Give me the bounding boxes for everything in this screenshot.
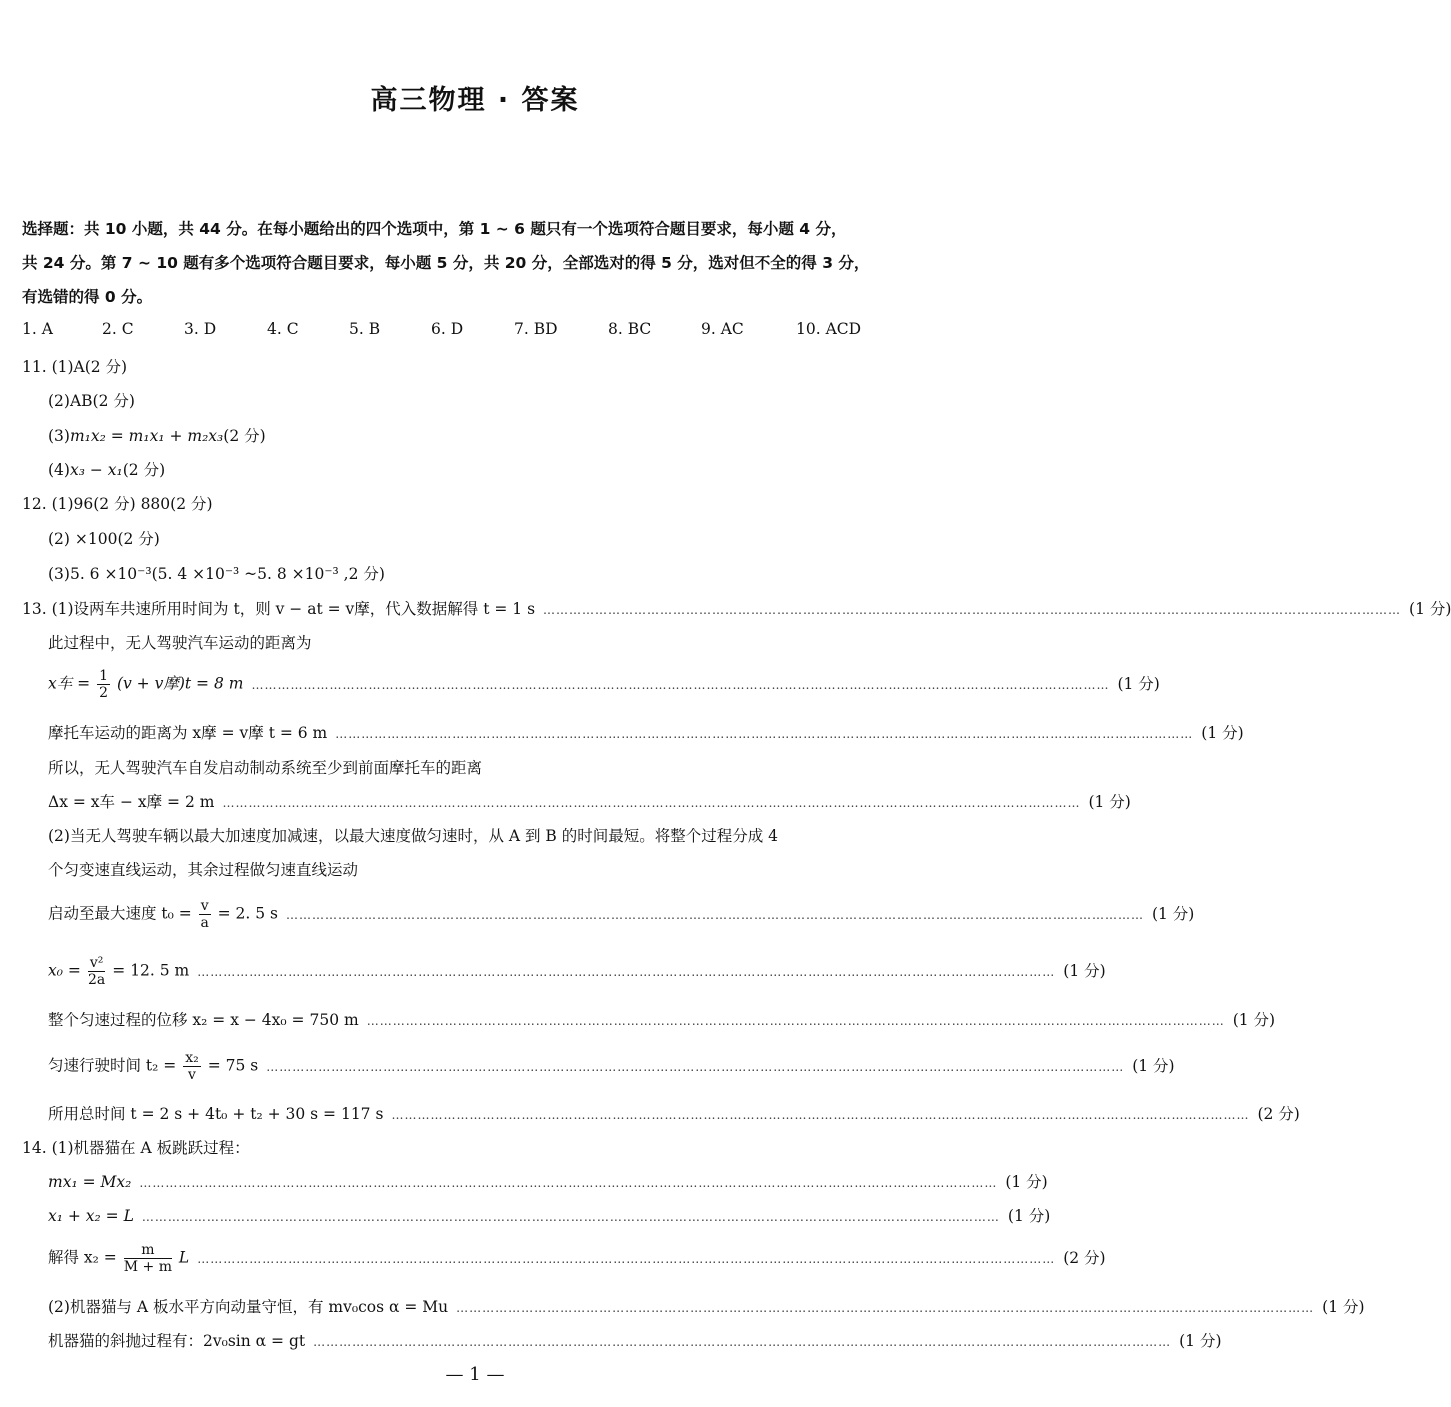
q11-part3-prefix: (3) [48, 427, 70, 445]
q13-line-6-text: Δx = x车 − x摩 = 2 m [48, 793, 215, 811]
score-points: (1 分) [1179, 1332, 1222, 1350]
q13-line-12-suffix: = 75 s [207, 1056, 259, 1075]
q14-line-4 [48, 1295, 1365, 1317]
score-points: (1 分) [1322, 1298, 1365, 1316]
page-title: 高三物理 · 答案 [370, 85, 580, 116]
q13-line-13-text: 所用总时间 t = 2 s + 4t₀ + t₂ + 30 s = 117 s [48, 1105, 384, 1123]
score-points: (1 分) [1201, 724, 1244, 742]
leader-dots: ……………………………………………………………………………………………………………………………………………………………………………… [139, 1176, 998, 1190]
q13-line-1 [22, 597, 1451, 619]
answer-item: 2. C [102, 320, 134, 338]
q13-line-3-lhs: x车 = [48, 674, 91, 693]
answer-item: 9. AC [701, 320, 744, 338]
q13-line-3-text: (v + v摩)t = 8 m [116, 674, 244, 693]
leader-dots: ……………………………………………………………………………………………………………………………………………………………………………… [197, 964, 1056, 979]
q14-line-4-text: (2)机器猫与 A 板水平方向动量守恒，有 mv₀cos α = Mu [48, 1298, 449, 1316]
q13-line-10-suffix: = 12. 5 m [112, 961, 190, 980]
q14-line-5 [48, 1329, 1222, 1351]
q13-line-6 [48, 790, 1131, 812]
answer-item: 8. BC [608, 320, 652, 338]
q14-line-3-suffix: L [178, 1248, 190, 1267]
q13-line-8: 个匀变速直线运动，其余过程做匀速直线运动 [48, 861, 359, 879]
leader-dots: ……………………………………………………………………………………………………………………………………………………………………………… [141, 1210, 1000, 1224]
q13-line-5: 所以，无人驾驶汽车自发启动制动系统至少到前面摩托车的距离 [48, 759, 483, 777]
fraction-numerator: v [200, 898, 209, 914]
q13-line-9 [48, 898, 1195, 931]
q13-line-10-prefix: x₀ = [48, 961, 81, 980]
score-points: (1 分) [1063, 961, 1106, 980]
page-number: — 1 — [445, 1364, 505, 1385]
score-points: (2 分) [1257, 1105, 1300, 1123]
q11-part4-formula: x₃ − x₁ [69, 461, 123, 479]
q11-part3-formula: m₁x₂ = m₁x₁ + m₂x₃ [69, 427, 224, 445]
q14-line-1-text: mx₁ = Mx₂ [48, 1173, 132, 1191]
score-points: (1 分) [1151, 904, 1195, 923]
score-points: (1 分) [1007, 1207, 1051, 1225]
q14-line-3-prefix: 解得 x₂ = [48, 1248, 117, 1267]
fraction-denominator: 2a [87, 972, 106, 988]
q13-line-12 [48, 1050, 1175, 1083]
q14-line-5-text: 机器猫的斜抛过程有：2v₀sin α = gt [48, 1332, 306, 1350]
score-points: (1 分) [1088, 793, 1131, 811]
q12-part1: 12. (1)96(2 分) 880(2 分) [22, 495, 213, 513]
q11-part4-prefix: (4) [48, 461, 70, 479]
q14-line-2-text: x₁ + x₂ = L [48, 1207, 134, 1225]
q14-line-1 [48, 1170, 1048, 1192]
leader-dots: ……………………………………………………………………………………………………………………………………………………………………………… [313, 1335, 1172, 1349]
fraction-v2-over-2a [88, 955, 106, 988]
q13-line-9-suffix: = 2. 5 s [217, 904, 278, 923]
leader-dots: ……………………………………………………………………………………………………………………………………………………………………………… [222, 796, 1081, 810]
q14-line-3 [48, 1242, 1106, 1275]
leader-dots: ……………………………………………………………………………………………………………………………………………………………………………… [456, 1301, 1315, 1315]
leader-dots: ……………………………………………………………………………………………………………………………………………………………………………… [266, 1059, 1125, 1074]
q12-part2: (2) ×100(2 分) [48, 530, 160, 548]
fraction-half [97, 668, 110, 701]
fraction-denominator: v [188, 1067, 196, 1083]
q13-line-1-text: 13. (1)设两车共速所用时间为 t，则 v − at = v摩，代入数据解得 t = 1 s [22, 600, 536, 618]
fraction-x2-over-v [183, 1050, 201, 1083]
score-points: (1 分) [1232, 1011, 1276, 1029]
q13-line-7: (2)当无人驾驶车辆以最大加速度加减速，以最大速度做匀速时，从 A 到 B 的时间最短。将整个过程分成 4 [48, 827, 779, 845]
score-points: (1 分) [1132, 1056, 1175, 1075]
leader-dots: ……………………………………………………………………………………………………………………………………………………………………………… [285, 907, 1144, 922]
leader-dots: ……………………………………………………………………………………………………………………………………………………………………………… [335, 727, 1194, 741]
q12-part3: (3)5. 6 ×10⁻³(5. 4 ×10⁻³ ~5. 8 ×10⁻³ ,2 分) [48, 565, 385, 583]
q14-part1: 14. (1)机器猫在 A 板跳跃过程： [22, 1139, 250, 1157]
q13-line-4 [48, 721, 1244, 743]
q13-line-12-prefix: 匀速行驶时间 t₂ = [48, 1056, 177, 1075]
intro-line-3: 有选错的得 0 分。 [22, 288, 153, 306]
fraction-numerator: v² [89, 955, 104, 971]
score-points: (1 分) [1005, 1173, 1048, 1191]
q11-part4-suffix: (2 分) [122, 461, 166, 479]
fraction-numerator: 1 [99, 668, 109, 684]
answer-item: 1. A [22, 320, 53, 338]
q13-line-9-prefix: 启动至最大速度 t₀ = [48, 904, 192, 923]
q11-part2: (2)AB(2 分) [48, 392, 135, 410]
q13-line-13 [48, 1102, 1300, 1124]
answer-item: 4. C [267, 320, 299, 338]
q13-line-11 [48, 1008, 1276, 1030]
score-points: (2 分) [1063, 1248, 1106, 1267]
fraction-denominator: a [200, 915, 209, 931]
score-points: (1 分) [1409, 600, 1451, 618]
fraction-denominator: 2 [99, 685, 109, 701]
answer-item: 10. ACD [796, 320, 862, 338]
fraction-numerator: m [124, 1242, 172, 1259]
leader-dots: ……………………………………………………………………………………………………………………………………………………………………………… [366, 1014, 1225, 1028]
leader-dots: ……………………………………………………………………………………………………………………………………………………………………………… [543, 603, 1402, 617]
fraction-numerator: x₂ [185, 1050, 199, 1066]
q11-part1: 11. (1)A(2 分) [22, 358, 128, 376]
answer-item: 7. BD [514, 320, 558, 338]
answer-item: 3. D [184, 320, 217, 338]
q13-line-4-text: 摩托车运动的距离为 x摩 = v摩 t = 6 m [48, 724, 328, 742]
fraction-m-over-Mm [124, 1242, 172, 1275]
answer-item: 6. D [431, 320, 464, 338]
intro-line-1: 选择题：共 10 小题，共 44 分。在每小题给出的四个选项中，第 1 ~ 6 题只有一个选项符合题目要求，每小题 4 分， [22, 220, 847, 238]
q11-part3-suffix: (2 分) [223, 427, 266, 445]
intro-line-2: 共 24 分。第 7 ~ 10 题有多个选项符合题目要求，每小题 5 分，共 20 分，全部选对的得 5 分，选对但不全的得 3 分， [22, 254, 870, 272]
q13-line-2: 此过程中，无人驾驶汽车运动的距离为 [48, 634, 312, 652]
answer-item: 5. B [349, 320, 381, 338]
leader-dots: ……………………………………………………………………………………………………………………………………………………………………………… [251, 677, 1110, 692]
q13-line-11-text: 整个匀速过程的位移 x₂ = x − 4x₀ = 750 m [48, 1011, 359, 1029]
leader-dots: ……………………………………………………………………………………………………………………………………………………………………………… [391, 1108, 1250, 1122]
leader-dots: ……………………………………………………………………………………………………………………………………………………………………………… [197, 1251, 1056, 1266]
q13-line-10 [48, 955, 1106, 988]
q13-line-3 [48, 668, 1160, 701]
fraction-v-over-a [199, 898, 211, 931]
fraction-denominator: M + m [123, 1259, 172, 1275]
score-points: (1 分) [1117, 674, 1160, 693]
q11-part4 [48, 458, 928, 480]
q14-line-2 [48, 1204, 1051, 1226]
q11-part3 [48, 424, 928, 446]
